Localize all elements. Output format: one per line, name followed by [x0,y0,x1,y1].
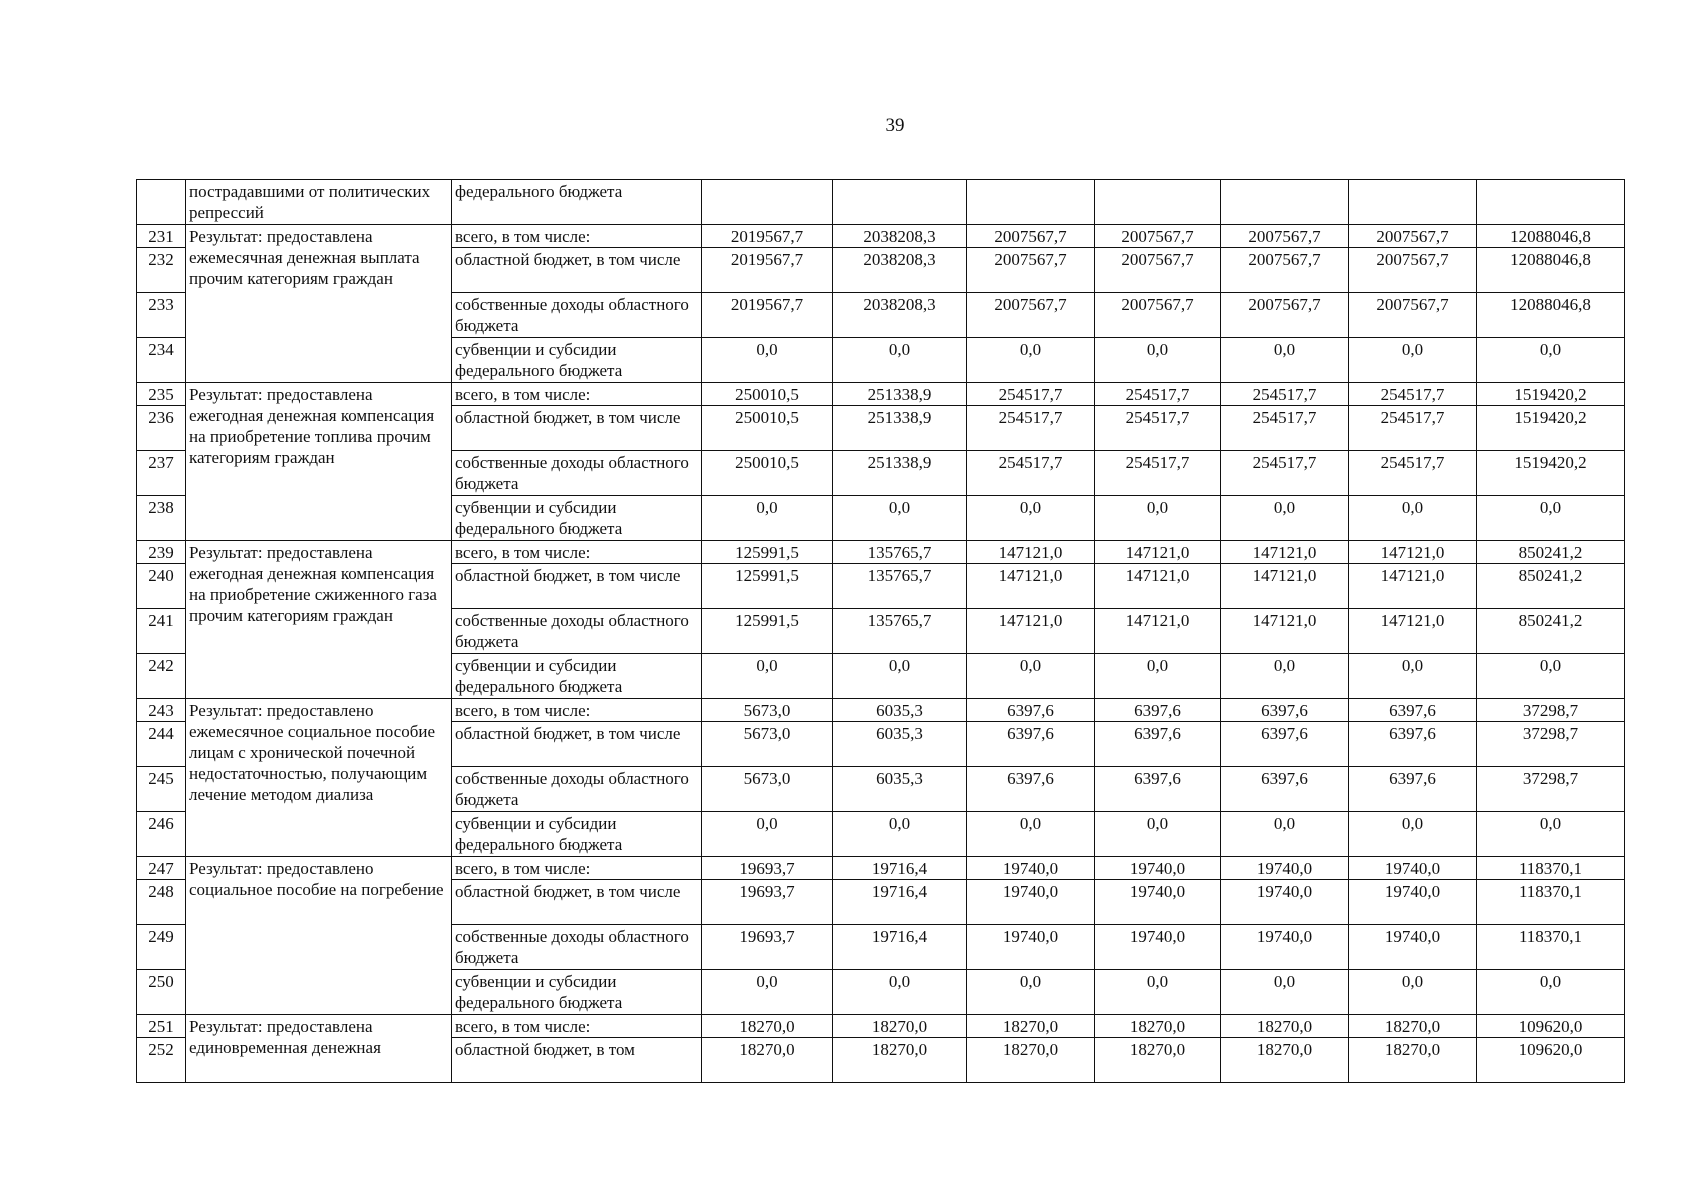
funding-source: собственные доходы областного бюджета [452,767,702,812]
funding-source: областной бюджет, в том числе [452,722,702,767]
year-value: 135765,7 [833,564,967,609]
row-number: 235 [137,383,186,406]
year-value: 19740,0 [1349,925,1477,970]
funding-source: собственные доходы областного бюджета [452,293,702,338]
year-value: 0,0 [702,496,833,541]
year-value: 147121,0 [1349,564,1477,609]
result-description: Результат: предоставлено ежемесячное социальное пособие лицам с хронической почечной недостаточностью, получающим лечение методом диализа [186,699,452,857]
year-value: 147121,0 [967,541,1095,564]
year-value: 2007567,7 [967,293,1095,338]
total-value: 37298,7 [1477,699,1625,722]
row-number: 245 [137,767,186,812]
year-value: 19740,0 [1221,857,1349,880]
value-cell [833,180,967,225]
year-value: 0,0 [833,496,967,541]
total-value: 0,0 [1477,812,1625,857]
year-value: 2007567,7 [1221,225,1349,248]
funding-source: субвенции и субсидии федерального бюджета [452,970,702,1015]
row-number: 233 [137,293,186,338]
year-value: 18270,0 [1349,1015,1477,1038]
year-value: 19740,0 [967,880,1095,925]
year-value: 254517,7 [967,451,1095,496]
year-value: 250010,5 [702,383,833,406]
year-value: 0,0 [1221,338,1349,383]
row-number: 237 [137,451,186,496]
year-value: 2019567,7 [702,225,833,248]
year-value: 2007567,7 [1095,248,1221,293]
year-value: 19716,4 [833,857,967,880]
result-description: Результат: предоставлена ежегодная денежная компенсация на приобретение сжиженного газа прочим категориям граждан [186,541,452,699]
row-number: 247 [137,857,186,880]
total-value: 0,0 [1477,338,1625,383]
value-cell [1221,180,1349,225]
year-value: 0,0 [967,654,1095,699]
year-value: 6397,6 [1349,767,1477,812]
year-value: 5673,0 [702,722,833,767]
total-value: 0,0 [1477,496,1625,541]
year-value: 0,0 [967,338,1095,383]
year-value: 2007567,7 [967,248,1095,293]
result-description: Результат: предоставлена ежегодная денежная компенсация на приобретение топлива прочим категориям граждан [186,383,452,541]
year-value: 254517,7 [967,406,1095,451]
value-cell [1477,180,1625,225]
year-value: 254517,7 [1095,406,1221,451]
year-value: 125991,5 [702,541,833,564]
total-value: 1519420,2 [1477,383,1625,406]
year-value: 19693,7 [702,857,833,880]
year-value: 135765,7 [833,609,967,654]
year-value: 2019567,7 [702,248,833,293]
funding-source: всего, в том числе: [452,225,702,248]
year-value: 19740,0 [967,857,1095,880]
year-value: 0,0 [1221,654,1349,699]
year-value: 0,0 [967,496,1095,541]
table-row [137,857,1625,880]
table-row [137,699,1625,722]
value-cell [1095,180,1221,225]
funding-source: областной бюджет, в том числе [452,880,702,925]
year-value: 251338,9 [833,383,967,406]
year-value: 0,0 [1349,496,1477,541]
year-value: 18270,0 [1095,1015,1221,1038]
total-value: 0,0 [1477,654,1625,699]
year-value: 0,0 [833,654,967,699]
year-value: 0,0 [702,812,833,857]
year-value: 147121,0 [1349,541,1477,564]
budget-table [136,179,1625,1083]
funding-source: областной бюджет, в том числе [452,564,702,609]
year-value: 6035,3 [833,699,967,722]
total-value: 37298,7 [1477,722,1625,767]
year-value: 6397,6 [1349,699,1477,722]
year-value: 254517,7 [1221,451,1349,496]
funding-source: всего, в том числе: [452,857,702,880]
year-value: 2007567,7 [1095,293,1221,338]
total-value: 12088046,8 [1477,293,1625,338]
row-number: 248 [137,880,186,925]
year-value: 6397,6 [967,722,1095,767]
year-value: 0,0 [833,970,967,1015]
year-value: 2038208,3 [833,225,967,248]
row-number: 250 [137,970,186,1015]
year-value: 0,0 [1221,812,1349,857]
year-value: 5673,0 [702,767,833,812]
year-value: 2007567,7 [1349,293,1477,338]
row-number-cell [137,180,186,225]
year-value: 18270,0 [833,1015,967,1038]
row-number: 251 [137,1015,186,1038]
year-value: 19693,7 [702,880,833,925]
year-value: 0,0 [1095,654,1221,699]
year-value: 2007567,7 [1221,293,1349,338]
year-value: 0,0 [967,970,1095,1015]
result-description: Результат: предоставлена единовременная денежная [186,1015,452,1083]
year-value: 2038208,3 [833,248,967,293]
row-number: 243 [137,699,186,722]
year-value: 2007567,7 [1349,225,1477,248]
year-value: 19740,0 [967,925,1095,970]
funding-source: собственные доходы областного бюджета [452,609,702,654]
row-number: 246 [137,812,186,857]
year-value: 125991,5 [702,609,833,654]
funding-source: субвенции и субсидии федерального бюджета [452,496,702,541]
funding-source: всего, в том числе: [452,541,702,564]
total-value: 109620,0 [1477,1015,1625,1038]
year-value: 18270,0 [1221,1038,1349,1083]
funding-source: собственные доходы областного бюджета [452,451,702,496]
table-row [137,225,1625,248]
year-value: 125991,5 [702,564,833,609]
year-value: 19716,4 [833,925,967,970]
funding-source: всего, в том числе: [452,383,702,406]
year-value: 0,0 [833,338,967,383]
row-number: 244 [137,722,186,767]
year-value: 6397,6 [967,699,1095,722]
year-value: 0,0 [1095,496,1221,541]
row-number: 239 [137,541,186,564]
total-value: 0,0 [1477,970,1625,1015]
year-value: 2019567,7 [702,293,833,338]
year-value: 18270,0 [833,1038,967,1083]
year-value: 251338,9 [833,451,967,496]
continued-row [137,180,1625,225]
total-value: 1519420,2 [1477,451,1625,496]
year-value: 254517,7 [967,383,1095,406]
funding-source: субвенции и субсидии федерального бюджета [452,654,702,699]
year-value: 19693,7 [702,925,833,970]
total-value: 12088046,8 [1477,225,1625,248]
year-value: 254517,7 [1095,383,1221,406]
year-value: 0,0 [1095,338,1221,383]
year-value: 6397,6 [1095,722,1221,767]
funding-source: областной бюджет, в том числе [452,406,702,451]
result-description: Результат: предоставлено социальное пособие на погребение [186,857,452,1015]
funding-source: областной бюджет, в том числе [452,248,702,293]
year-value: 147121,0 [1349,609,1477,654]
table-row [137,541,1625,564]
year-value: 254517,7 [1349,383,1477,406]
year-value: 18270,0 [1221,1015,1349,1038]
funding-source: субвенции и субсидии федерального бюджета [452,812,702,857]
year-value: 0,0 [1221,496,1349,541]
year-value: 18270,0 [967,1038,1095,1083]
year-value: 0,0 [702,654,833,699]
year-value: 0,0 [1095,812,1221,857]
row-number: 238 [137,496,186,541]
year-value: 19740,0 [1349,857,1477,880]
year-value: 147121,0 [1095,541,1221,564]
year-value: 2007567,7 [967,225,1095,248]
funding-source: всего, в том числе: [452,1015,702,1038]
row-number: 252 [137,1038,186,1083]
row-number: 242 [137,654,186,699]
year-value: 251338,9 [833,406,967,451]
year-value: 147121,0 [1221,541,1349,564]
year-value: 6397,6 [967,767,1095,812]
total-value: 118370,1 [1477,857,1625,880]
year-value: 6397,6 [1221,722,1349,767]
row-number: 231 [137,225,186,248]
year-value: 0,0 [1095,970,1221,1015]
year-value: 147121,0 [967,564,1095,609]
year-value: 250010,5 [702,451,833,496]
table-row [137,383,1625,406]
funding-source: субвенции и субсидии федерального бюджета [452,338,702,383]
year-value: 147121,0 [1221,609,1349,654]
year-value: 0,0 [1221,970,1349,1015]
total-value: 37298,7 [1477,767,1625,812]
year-value: 147121,0 [967,609,1095,654]
year-value: 6035,3 [833,722,967,767]
year-value: 18270,0 [967,1015,1095,1038]
total-value: 12088046,8 [1477,248,1625,293]
row-number: 232 [137,248,186,293]
year-value: 6397,6 [1349,722,1477,767]
total-value: 850241,2 [1477,564,1625,609]
year-value: 0,0 [702,970,833,1015]
year-value: 19716,4 [833,880,967,925]
year-value: 18270,0 [702,1038,833,1083]
continued-description: пострадавшими от политических репрессий [186,180,452,225]
year-value: 6397,6 [1221,767,1349,812]
row-number: 249 [137,925,186,970]
year-value: 19740,0 [1095,925,1221,970]
funding-source: всего, в том числе: [452,699,702,722]
total-value: 850241,2 [1477,609,1625,654]
year-value: 254517,7 [1221,406,1349,451]
year-value: 6397,6 [1095,767,1221,812]
year-value: 0,0 [1349,812,1477,857]
year-value: 2007567,7 [1349,248,1477,293]
year-value: 19740,0 [1095,880,1221,925]
year-value: 6397,6 [1221,699,1349,722]
total-value: 118370,1 [1477,880,1625,925]
year-value: 2007567,7 [1221,248,1349,293]
year-value: 5673,0 [702,699,833,722]
year-value: 0,0 [1349,654,1477,699]
year-value: 2007567,7 [1095,225,1221,248]
year-value: 19740,0 [1221,925,1349,970]
table-body [137,180,1625,1083]
year-value: 254517,7 [1221,383,1349,406]
value-cell [967,180,1095,225]
page-number: 39 [885,115,905,136]
row-number: 234 [137,338,186,383]
year-value: 250010,5 [702,406,833,451]
year-value: 147121,0 [1221,564,1349,609]
year-value: 254517,7 [1349,451,1477,496]
total-value: 109620,0 [1477,1038,1625,1083]
year-value: 254517,7 [1349,406,1477,451]
row-number: 236 [137,406,186,451]
year-value: 19740,0 [1349,880,1477,925]
table-row [137,1015,1625,1038]
result-description: Результат: предоставлена ежемесячная денежная выплата прочим категориям граждан [186,225,452,383]
year-value: 0,0 [702,338,833,383]
year-value: 18270,0 [1095,1038,1221,1083]
year-value: 0,0 [833,812,967,857]
funding-source: областной бюджет, в том [452,1038,702,1083]
value-cell [702,180,833,225]
year-value: 0,0 [967,812,1095,857]
funding-source: собственные доходы областного бюджета [452,925,702,970]
total-value: 850241,2 [1477,541,1625,564]
year-value: 0,0 [1349,970,1477,1015]
year-value: 147121,0 [1095,609,1221,654]
row-number: 241 [137,609,186,654]
total-value: 1519420,2 [1477,406,1625,451]
continued-source: федерального бюджета [452,180,702,225]
year-value: 18270,0 [702,1015,833,1038]
year-value: 147121,0 [1095,564,1221,609]
year-value: 2038208,3 [833,293,967,338]
year-value: 254517,7 [1095,451,1221,496]
year-value: 19740,0 [1221,880,1349,925]
year-value: 19740,0 [1095,857,1221,880]
year-value: 135765,7 [833,541,967,564]
row-number: 240 [137,564,186,609]
total-value: 118370,1 [1477,925,1625,970]
year-value: 18270,0 [1349,1038,1477,1083]
value-cell [1349,180,1477,225]
year-value: 0,0 [1349,338,1477,383]
year-value: 6397,6 [1095,699,1221,722]
year-value: 6035,3 [833,767,967,812]
